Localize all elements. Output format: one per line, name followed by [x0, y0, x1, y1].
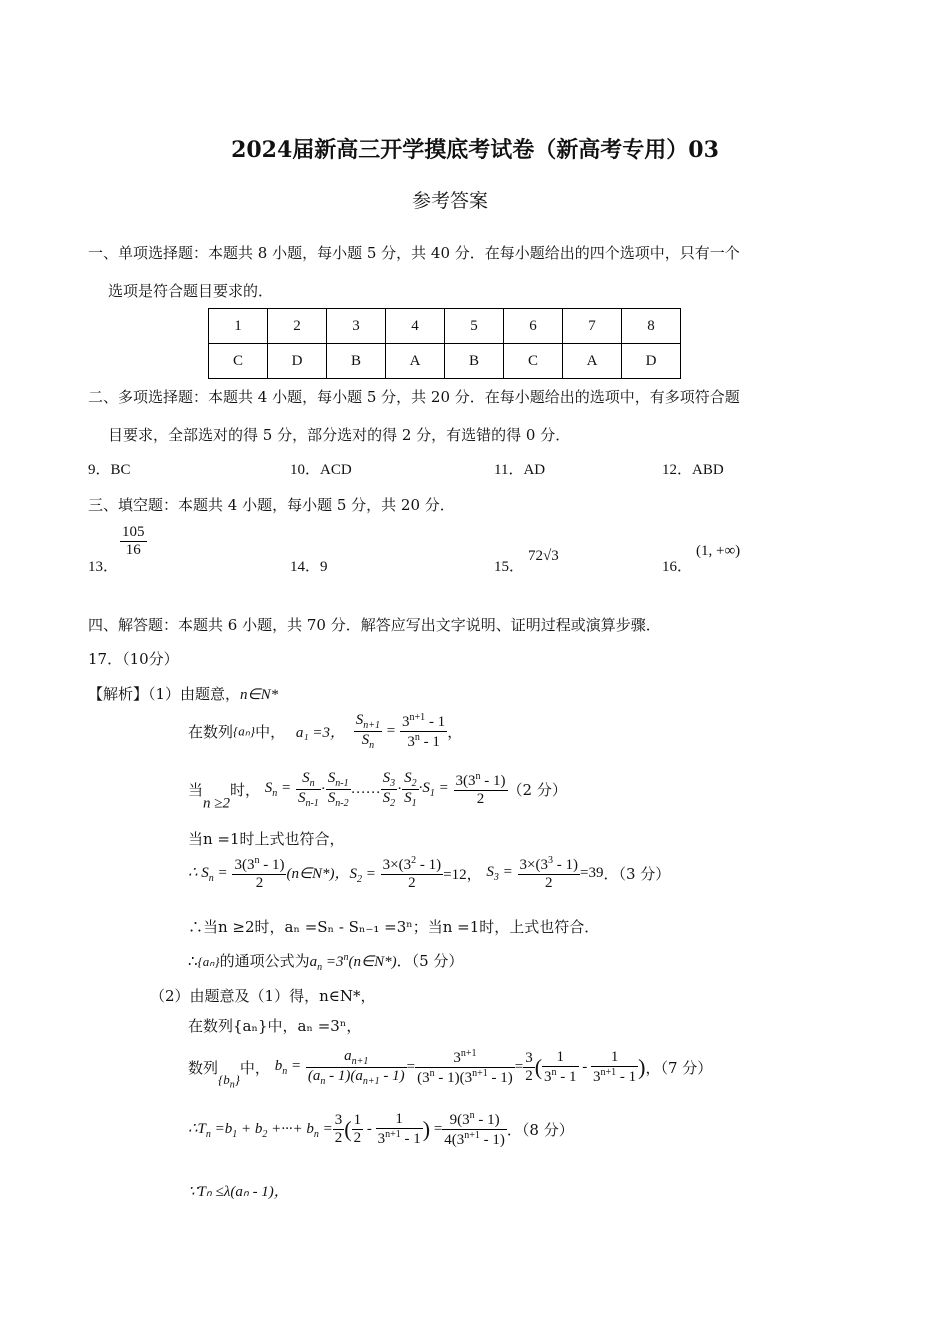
solution-line-5: ∴当n ≥2时，aₙ =Sₙ - Sₙ₋₁ =3ⁿ；当n =1时，上式也符合．: [188, 918, 600, 936]
table-cell: 8: [622, 309, 681, 344]
p2-l3-score: ，（7 分）: [645, 1059, 713, 1077]
p2-tn-frac-2: $\frac{1}{2}$: [353, 1112, 362, 1146]
page-subtitle: 参考答案: [411, 190, 488, 212]
analysis-label: [88, 683, 278, 704]
l2-frac-4: $\frac{S_2}{S_1}$: [404, 770, 417, 809]
l2-when: 当: [188, 781, 204, 799]
l4-frac-s2: $\frac{3\times(3^2 - 1)}{2}$: [382, 855, 442, 891]
p2-tn-frac-4: $\frac{9(3^n - 1)}{4(3^{n+1} - 1)}$: [444, 1110, 505, 1148]
section4-intro: 四、解答题：本题共 6 小题，共 70 分．解答应写出文字说明、证明过程或演算步骤．: [88, 616, 661, 634]
l1-seq: {aₙ}: [233, 723, 256, 739]
p2-l4-score: ．（8 分）: [506, 1121, 574, 1139]
p2-frac-3: $\frac{3}{2}$: [525, 1050, 533, 1084]
section2-intro-line1: 二、多项选择题：本题共 4 小题，每小题 5 分，共 20 分．在每小题给出的选项中，有多项符合题: [88, 388, 740, 406]
l4-eq12: =12，: [443, 867, 482, 883]
q13-numerator: 105: [122, 524, 145, 540]
l2-cond: n ≥2: [203, 795, 230, 812]
l2-result: $\frac{3(3^n - 1)}{2}$: [455, 771, 506, 807]
l1-ratio: $\frac{S_{n+1}}{S_n}$: [355, 712, 381, 751]
table-cell: 7: [563, 309, 622, 344]
part2-line-5: ∵Tₙ ≤λ(aₙ - 1)，: [188, 1184, 289, 1200]
p2-frac-1: $\frac{a_{n+1}}{(a_n - 1)(a_{n+1} - 1)}$: [307, 1048, 405, 1087]
q16-label: 16．: [662, 559, 693, 575]
q13-label: 13．: [88, 559, 119, 575]
l2-frac-1: $\frac{S_n}{S_{n-1}}$: [297, 770, 319, 809]
p2-l3-pre: 数列: [188, 1059, 219, 1077]
l1-pre: 在数列: [188, 723, 234, 741]
table-cell: 1: [209, 309, 268, 344]
l4-frac-s3: $\frac{3\times(3^3 - 1)}{2}$: [519, 855, 579, 891]
l6-mid: 的通项公式为: [219, 952, 310, 970]
l1-ratio-value: $\frac{3^{n+1} - 1}{3^n - 1}$: [402, 712, 446, 750]
answer-q12: 12．ABD: [662, 462, 724, 478]
answer-q9: 9．BC: [88, 462, 131, 478]
table-cell: C: [504, 344, 563, 379]
l4-score: ．（3 分）: [603, 865, 671, 883]
answer-q10: 10．ACD: [290, 462, 352, 478]
part2-line-3: 数列$\{b_n\}$中， $b_n$ = $\frac{a_{n+1}}{(a_n - 1)(a_{n+1} - 1)}$ = $\frac{3^{n+1}}{(3^n - 1)(3^{n+1} - 1)}$ = $\frac{3}{2}$ ( $\frac{1}{3^n - 1}$ - $\frac{1}{3^{n+1} - 1}$ )，（7 分）: [188, 1048, 713, 1091]
table-cell: C: [209, 344, 268, 379]
l1-comma: ，: [447, 723, 463, 741]
section1-intro-line1: 一、单项选择题：本题共 8 小题，每小题 5 分，共 40 分．在每小题给出的四个选项中，只有一个: [88, 244, 740, 262]
table-cell: A: [386, 344, 445, 379]
part2-line-2: 在数列{aₙ}中，aₙ =3ⁿ，: [188, 1017, 362, 1035]
section3-intro: 三、填空题：本题共 4 小题，每小题 5 分，共 20 分．: [88, 496, 455, 514]
table-cell: 2: [268, 309, 327, 344]
table-cell: D: [268, 344, 327, 379]
l2-time: 时，: [230, 781, 261, 799]
q13-denominator: 16: [125, 542, 141, 558]
table-cell: B: [327, 344, 386, 379]
answer-q11: 11．AD: [494, 462, 546, 478]
table-cell: 5: [445, 309, 504, 344]
l6-pre: ∴: [188, 952, 198, 970]
table-row-numbers: [209, 309, 681, 344]
q13-fraction: [120, 524, 147, 559]
solution-line-6: ∴{aₙ}的通项公式为$a_n$ $=3^n(n\in N*)$．（5 分）: [188, 952, 464, 973]
l4-eq39: =39: [580, 865, 604, 881]
solution-line-2: 当n ≥2时， $S_n$ = $\frac{S_n}{S_{n-1}}$ · $\frac{S_{n-1}}{S_{n-2}}$ …… $\frac{S_3}{S_2}$ · $\frac{S_2}{S_1}$ $\cdot S_1$ = $\frac{3(3^n - 1)}{2}$ （2 分）: [188, 770, 567, 812]
l6-score: ．（5 分）: [396, 952, 464, 970]
table-cell: B: [445, 344, 504, 379]
l1-mid: 中，: [255, 723, 286, 741]
p2-frac-2: $\frac{3^{n+1}}{(3^n - 1)(3^{n+1} - 1)}$: [417, 1048, 513, 1086]
part2-line-4: $\therefore T_n =b_1 + b_2$ +···+ $b_n$ = $\frac{3}{2}$ ( $\frac{1}{2}$ - $\frac{1}{3^{n+1} - 1}$ ) = $\frac{9(3^n - 1)}{4(3^{n+1} - 1)}$ ．（8 分）: [188, 1110, 574, 1148]
table-cell: 3: [327, 309, 386, 344]
answer-table: [208, 308, 681, 379]
l2-frac-2: $\frac{S_{n-1}}{S_{n-2}}$: [327, 770, 349, 809]
part2-line-1: （2）由题意及（1）得，n∈N*，: [150, 987, 376, 1005]
l1-a1: a₁ =3，: [295, 725, 345, 741]
n-in-N: n∈N*: [240, 687, 279, 703]
l6-seq: {aₙ}: [197, 954, 220, 969]
p2-frac-5: $\frac{1}{3^{n+1} - 1}$: [593, 1049, 637, 1085]
p2-tn-frac-3: $\frac{1}{3^{n+1} - 1}$: [377, 1111, 421, 1147]
q17-heading: 17．（10分）: [88, 650, 179, 668]
table-cell: D: [622, 344, 681, 379]
table-cell: 4: [386, 309, 445, 344]
section1-intro-line2: 选项是符合题目要求的．: [108, 282, 274, 300]
p2-tn-frac-1: $\frac{3}{2}$: [334, 1112, 343, 1146]
p2-l3-mid: 中，: [239, 1059, 270, 1077]
q16-value: (1, +∞): [696, 543, 741, 559]
table-row-answers: [209, 344, 681, 379]
section2-intro-line2: 目要求，全部选对的得 5 分，部分选对的得 2 分，有选错的得 0 分．: [108, 426, 571, 444]
solution-line-1: 在数列{aₙ}中， a₁ =3， $\frac{S_{n+1}}{S_n}$ = $\frac{3^{n+1} - 1}{3^n - 1}$ ，: [188, 712, 463, 751]
analysis-text: 【解析】（1）由题意，: [88, 685, 241, 703]
l2-score: （2 分）: [507, 781, 567, 799]
solution-line-4: ∴ $S_n$ = $\frac{3(3^n - 1)}{2}$ (n∈N*)，$S_2$ = $\frac{3\times(3^2 - 1)}{2}$ =12， $S_3$ = $\frac{3\times(3^3 - 1)}{2}$ =39．（3 分）: [188, 855, 671, 891]
l4-frac-sn: $\frac{3(3^n - 1)}{2}$: [234, 855, 285, 891]
l2-frac-3: $\frac{S_3}{S_2}$: [382, 770, 396, 809]
table-cell: 6: [504, 309, 563, 344]
q15-value: 72√3: [528, 548, 559, 564]
p2-frac-4: $\frac{1}{3^n - 1}$: [544, 1049, 577, 1085]
solution-line-3: 当n =1时上式也符合，: [188, 830, 345, 848]
q15-label: 15．: [494, 559, 525, 575]
table-cell: A: [563, 344, 622, 379]
answer-q14: 14．9: [290, 559, 328, 575]
page-title: 2024届新高三开学摸底考试卷（新高考专用）03: [231, 137, 719, 163]
